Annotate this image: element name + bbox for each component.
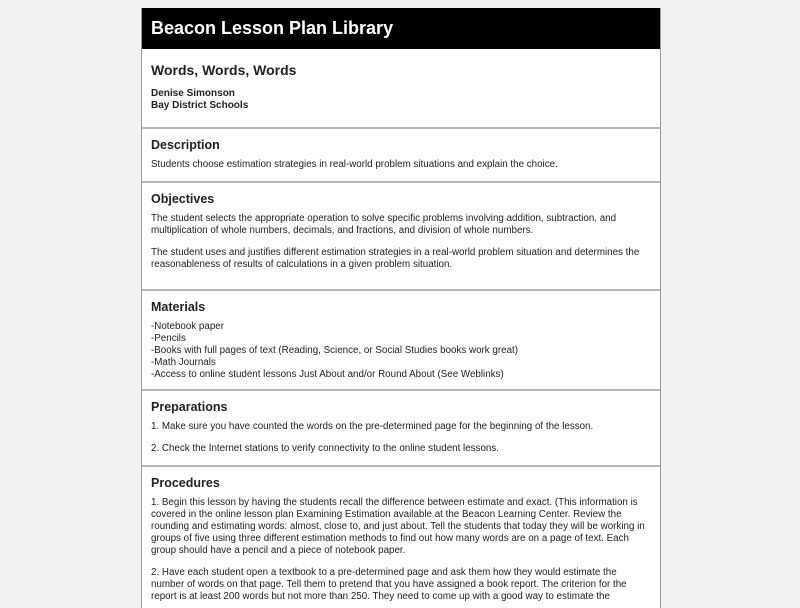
school-name: Bay District Schools bbox=[151, 100, 249, 111]
material-item: -Pencils bbox=[151, 333, 186, 344]
material-item: -Math Journals bbox=[151, 357, 216, 368]
materials-heading: Materials bbox=[151, 300, 206, 314]
objectives-section bbox=[142, 183, 660, 291]
preparations-heading: Preparations bbox=[151, 400, 228, 414]
author-block bbox=[151, 79, 652, 127]
material-item: -Notebook paper bbox=[151, 321, 224, 332]
description-heading: Description bbox=[151, 138, 220, 152]
preparation-item: 1. Make sure you have counted the words on the pre-determined page for the beginning of the lesson. bbox=[151, 421, 594, 432]
objective-paragraph: The student selects the appropriate operation to solve specific problems involving addition, subtraction, and multiplication of whole numbers, decimals, and fractions, and division of whole numbers. bbox=[151, 213, 617, 236]
objective-paragraph: The student uses and justifies different estimation strategies in a real-world problem situation and determines the reasonableness of results of calculations in a given problem situation. bbox=[151, 247, 640, 270]
lesson-title: Words, Words, Words bbox=[151, 62, 297, 78]
procedures-section bbox=[142, 467, 660, 603]
procedure-paragraph: 2. Have each student open a textbook to a pre-determined page and ask them how they would estimate the number of words on that page. Tell them to pretend that you have assigned a book report. The criterion for the report is at least 200 words but not more than 250. They need to come up with a good way to estimate the bbox=[151, 567, 627, 602]
preparation-item: 2. Check the Internet stations to verify connectivity to the online student lessons. bbox=[151, 443, 499, 454]
author-name: Denise Simonson bbox=[151, 88, 235, 99]
material-item: -Books with full pages of text (Reading, Science, or Social Studies books work great) bbox=[151, 345, 519, 356]
objectives-heading: Objectives bbox=[151, 192, 215, 206]
description-section bbox=[142, 129, 660, 183]
banner-title: Beacon Lesson Plan Library bbox=[151, 18, 394, 38]
procedure-paragraph: 1. Begin this lesson by having the students recall the difference between estimate and exact. (This information is covered in the online lesson plan Examining Estimation available at the Beacon Learning Center. Review the rounding and estimating words: almost, close to, and just about. Tell the students that today they will be working in groups of five using three different estimation methods to find out how many words are on a page of text. Each group should have a pencil and a piece of notebook paper. bbox=[151, 497, 645, 556]
description-text: Students choose estimation strategies in real-world problem situations and explain the choice. bbox=[151, 159, 558, 170]
lesson-page bbox=[141, 8, 661, 608]
material-item: -Access to online student lessons Just About and/or Round About (See Weblinks) bbox=[151, 369, 504, 380]
preparations-section bbox=[142, 391, 660, 467]
procedures-heading: Procedures bbox=[151, 476, 220, 490]
lesson-header-section bbox=[142, 49, 660, 129]
materials-section bbox=[142, 291, 660, 391]
materials-list bbox=[151, 321, 652, 389]
site-banner bbox=[142, 8, 660, 49]
